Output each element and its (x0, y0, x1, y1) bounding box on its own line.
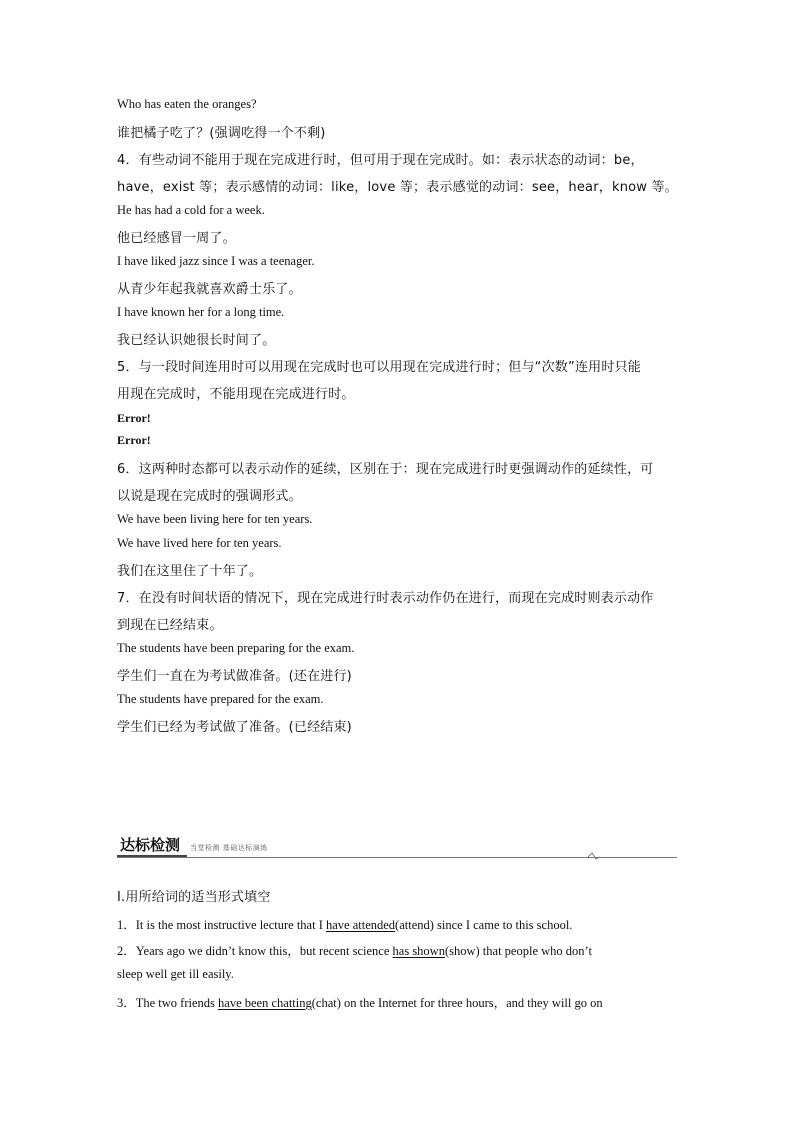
question-3 (117, 993, 603, 1011)
rule-6-line-1: 6．这两种时态都可以表示动作的延续，区别在于：现在完成进行时更强调动作的延续性，可 (117, 462, 654, 477)
example-sentence: Who has eaten the oranges? (117, 97, 257, 111)
question-text: 2．Years ago we didn’t know this，but recent science (117, 944, 393, 958)
question-text: 3．The two friends (117, 996, 219, 1010)
rule-5-line-2: 用现在完成时，不能用现在完成进行时。 (117, 387, 355, 402)
example-sentence: He has had a cold for a week. (117, 203, 265, 217)
question-text: (show) that people who don’t (444, 944, 592, 958)
example-sentence: We have been living here for ten years. (117, 512, 313, 526)
rule-6-line-2: 以说是现在完成时的强调形式。 (117, 489, 302, 504)
question-2 (117, 941, 592, 959)
example-translation: 我已经认识她很长时间了。 (117, 333, 276, 348)
example-sentence: We have lived here for ten years. (117, 536, 282, 550)
answer-blank: has shown (392, 944, 445, 958)
question-text: (attend) since I came to this school. (395, 918, 573, 932)
exercise-heading: Ⅰ.用所给词的适当形式填空 (117, 890, 271, 905)
error-placeholder: Error! (117, 411, 151, 425)
example-translation: 学生们一直在为考试做准备。(还在进行) (117, 669, 352, 684)
question-text: (chat) on the Internet for three hours，and they will go on (311, 996, 603, 1010)
example-translation: 学生们已经为考试做了准备。(已经结束) (117, 720, 352, 735)
rule-5-line-1: 5．与一段时间连用时可以用现在完成时也可以用现在完成进行时；但与“次数”连用时只能 (117, 360, 641, 375)
example-translation: 谁把橘子吃了？(强调吃得一个不剩) (117, 126, 326, 141)
example-translation: 他已经感冒一周了。 (117, 231, 236, 246)
example-translation: 从青少年起我就喜欢爵士乐了。 (117, 282, 302, 297)
question-text: 1．It is the most instructive lecture that I (117, 918, 326, 932)
rule-4-line-1: 4．有些动词不能用于现在完成进行时，但可用于现在完成时。如：表示状态的动词：be， (117, 153, 644, 168)
answer-blank: have been chatting (218, 996, 312, 1010)
example-sentence: The students have prepared for the exam. (117, 692, 324, 706)
section-subtitle: 当堂检测 基础达标演练 (190, 844, 268, 852)
error-placeholder: Error! (117, 433, 151, 447)
example-translation: 我们在这里住了十年了。 (117, 564, 263, 579)
example-sentence: I have known her for a long time. (117, 305, 285, 319)
example-sentence: I have liked jazz since I was a teenager. (117, 254, 315, 268)
answer-blank: have attended (325, 918, 396, 932)
question-2-continued: sleep well get ill easily. (117, 967, 234, 981)
divider-notch-icon (588, 852, 600, 860)
rule-7-line-2: 到现在已经结束。 (117, 618, 223, 633)
rule-7-line-1: 7．在没有时间状语的情况下，现在完成进行时表示动作仍在进行，而现在完成时则表示动作 (117, 591, 654, 606)
rule-4-line-2: have，exist 等；表示感情的动词：like，love 等；表示感觉的动词：see，hear，know 等。 (117, 180, 678, 195)
section-title: 达标检测 (120, 836, 181, 854)
question-1 (117, 915, 572, 933)
example-sentence: The students have been preparing for the exam. (117, 641, 355, 655)
